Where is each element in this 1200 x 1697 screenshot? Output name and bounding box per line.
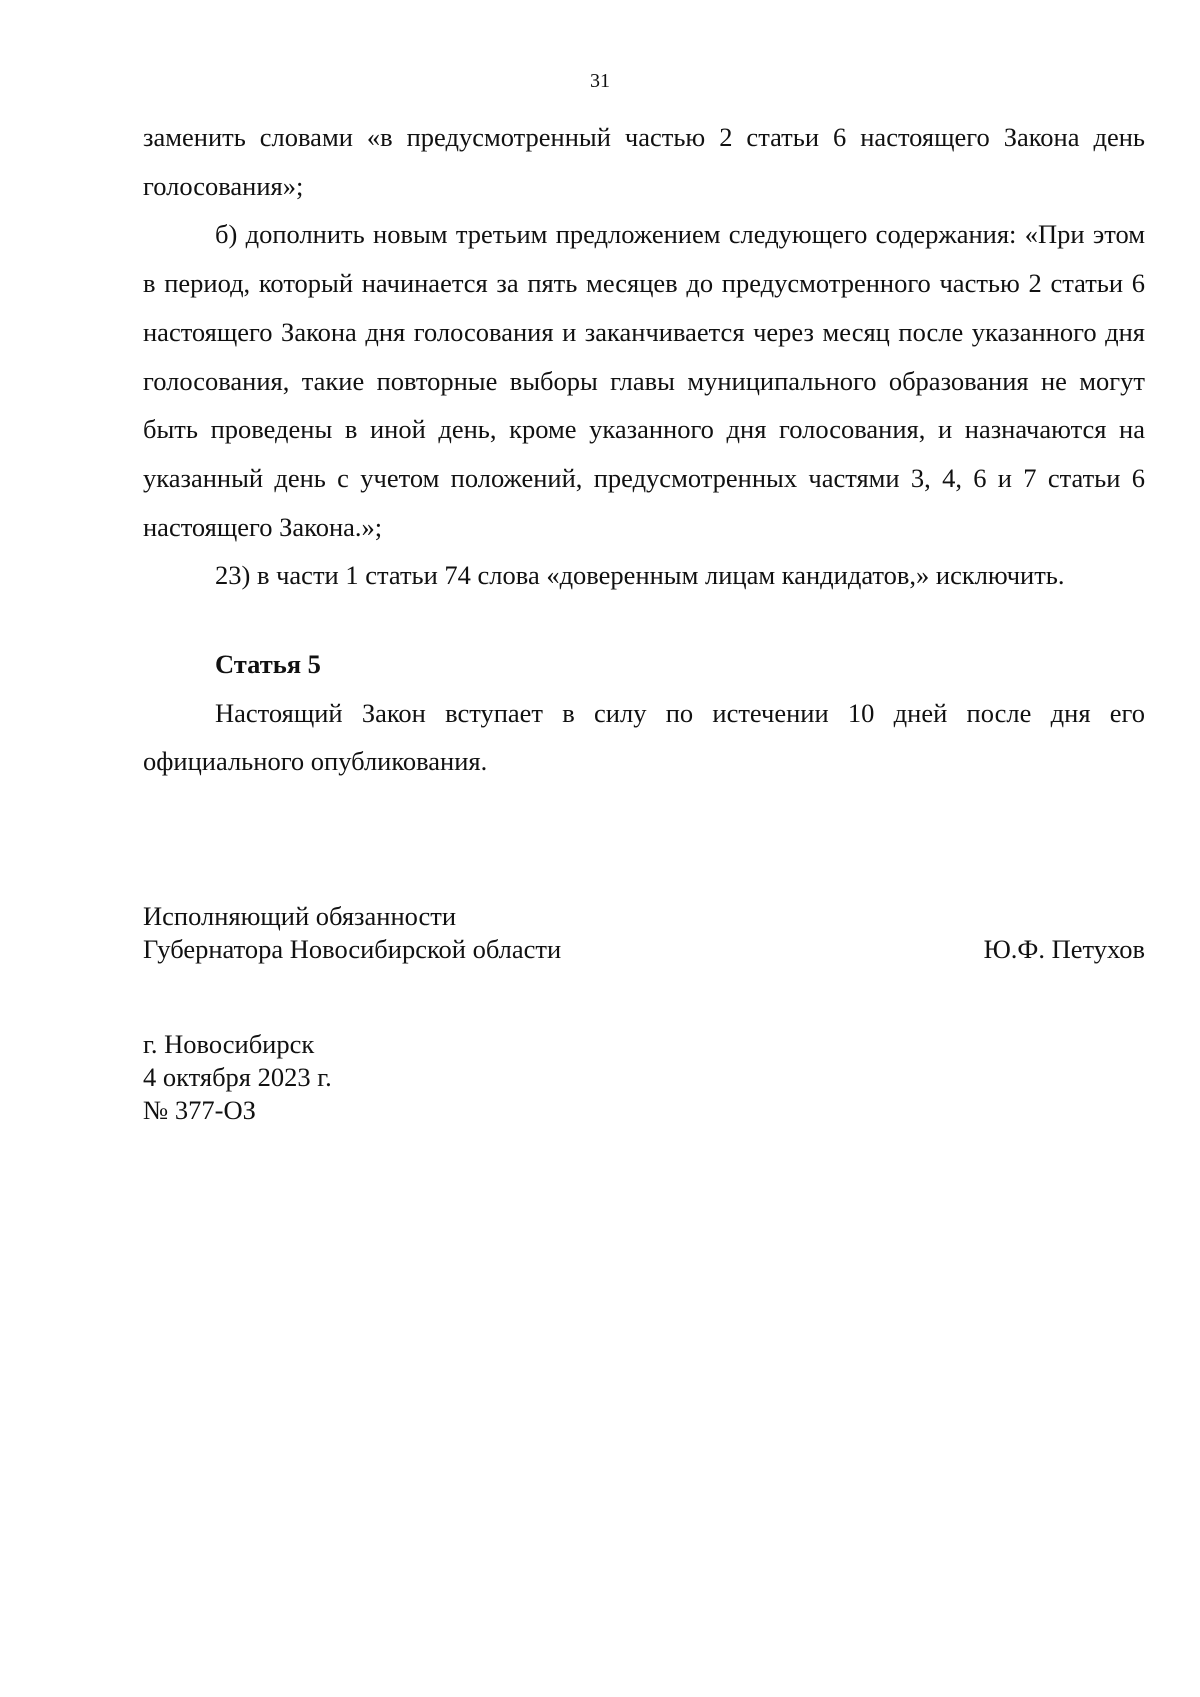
document-body [143, 113, 1145, 786]
city: г. Новосибирск [143, 1029, 315, 1059]
signatory-position-line-2: Губернатора Новосибирской области [143, 934, 562, 964]
date: 4 октября 2023 г. [143, 1062, 332, 1092]
place-date-number [143, 1028, 332, 1127]
page-number: 31 [590, 70, 610, 92]
signatory-name: Ю.Ф. Петухов [983, 934, 1145, 964]
law-number: № 377-ОЗ [143, 1095, 256, 1125]
article-text: Настоящий Закон вступает в силу по истечении 10 дней после дня его официального опубликования. [143, 697, 1145, 777]
paragraph-amendment-b: б) дополнить новым третьим предложением следующего содержания: «При этом в период, который начинается за пять месяцев до предусмотренного частью 2 статьи 6 настоящего Закона дня голосования и заканчивается через месяц после указанного дня голосования, такие повторные выборы главы муниципального образования не могут быть проведены в иной день, кроме указанного дня голосования, и назначаются на указанный день с учетом положений, предусмотренных частями 3, 4, 6 и 7 статьи 6 настоящего Закона.»; [143, 219, 1145, 542]
signatory-position [143, 900, 561, 966]
signatory-position-line-1: Исполняющий обязанности [143, 901, 457, 931]
paragraph-amendment-23: 23) в части 1 статьи 74 слова «доверенным лицам кандидатов,» исключить. [215, 560, 1065, 591]
paragraph-amendment-continuation: заменить словами «в предусмотренный частью 2 статьи 6 настоящего Закона день голосования»; [143, 122, 1145, 201]
signature-block [143, 900, 1145, 966]
article-heading: Статья 5 [215, 649, 321, 680]
